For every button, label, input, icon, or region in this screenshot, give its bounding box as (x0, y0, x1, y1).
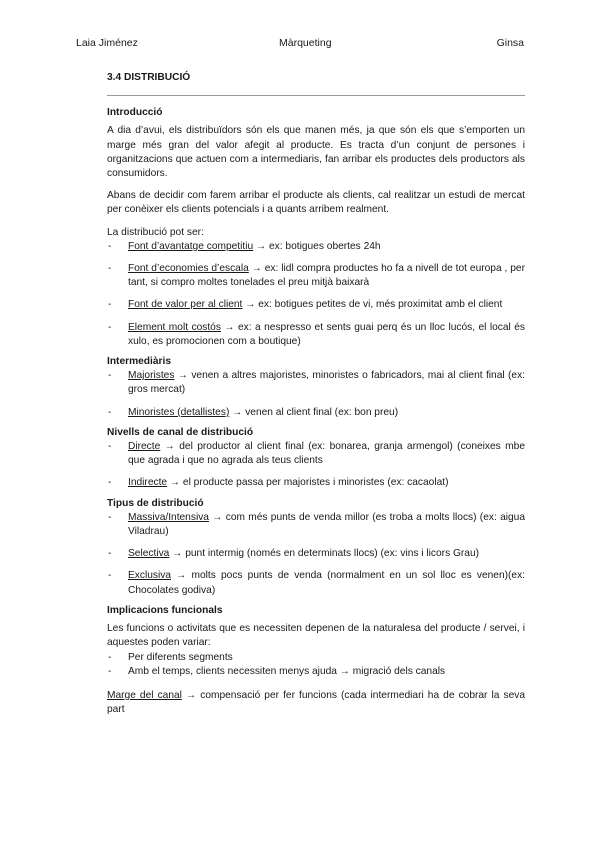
list-item-text: → com més punts de venda millor (es troba a molts llocs) (ex: aigua Viladrau) (128, 511, 525, 538)
list-item: - Per diferents segments (107, 651, 525, 665)
list-item (107, 569, 525, 597)
marge-term: Marge del canal (107, 689, 182, 701)
intro-paragraph-3: La distribució pot ser: (107, 226, 204, 238)
list-item-text: → punt intermig (només en determinats llocs) (ex: vins i licors Grau) (169, 548, 480, 560)
list-item-text: → ex: botigues obertes 24h (253, 240, 381, 252)
list-item-text: → ex: botigues petites de vi, més proximitat amb el client (242, 299, 503, 311)
list-item-term: Selectiva (128, 548, 170, 560)
heading-introduccio: Introducció (107, 107, 163, 119)
heading-intermediaris: Intermediàris (107, 356, 171, 368)
section-title: 3.4 DISTRIBUCIÓ (107, 72, 191, 83)
distribution-list (107, 240, 525, 349)
implicacions-paragraph: Les funcions o activitats que es necessiten depenen de la naturalesa del producte / servei, i aquestes poden variar: (107, 623, 525, 649)
list-item (107, 262, 525, 290)
list-item (107, 440, 525, 468)
list-item-text: → ex: a nespresso et sents guai perq és un lloc lucós, el local és xulo, es promocionen com a boutique) (128, 321, 525, 347)
list-item (107, 547, 525, 561)
intro-paragraph-1: A dia d’avui, els distribuïdors són els que manen més, ja que són els que s’emporten un marge més gran del valor afegit al producte. Es tracta d’un conjunt de persones i organitzacions que actuen com a intermediaris, fan arribar els productes dels productors als consumidors. (107, 125, 525, 180)
list-item: - Amb el temps, clients necessiten menys ajuda → migració dels canals (107, 665, 525, 679)
list-item (107, 298, 525, 312)
list-item-term: Element molt costós (128, 321, 221, 333)
nivells-list (107, 440, 525, 491)
list-item-term: Minoristes (detallistes) (128, 406, 230, 418)
intermediaris-list (107, 369, 525, 420)
list-item-text: → del productor al client final (ex: bonarea, granja armengol) (coneixes mbe que agrada i que no agrada als teus clients (128, 441, 525, 467)
list-item (107, 240, 525, 254)
list-item (107, 406, 525, 420)
heading-nivells: Nivells de canal de distribució (107, 426, 254, 438)
list-item-term: Exclusiva (128, 570, 172, 582)
list-item (107, 511, 525, 539)
section-divider (107, 95, 525, 96)
heading-implicacions: Implicacions funcionals (107, 604, 223, 616)
heading-tipus: Tipus de distribució (107, 497, 204, 509)
list-item-term: Majoristes (128, 370, 175, 382)
list-item-text: → molts pocs punts de venda (normalment en un sol lloc es venen)(ex: Chocolates godiva) (128, 570, 525, 596)
list-item-text: → venen a altres majoristes, minoristes o fabricadors, mai al client final (ex: gros mercat) (128, 370, 525, 396)
list-item-term: Font d’economies d’escala (128, 263, 249, 275)
header-subject: Màrqueting (279, 37, 332, 49)
list-item-term: Directe (128, 441, 161, 453)
list-item-term: Font d’avantatge competitiu (128, 240, 254, 252)
marge-text: → compensació per fer funcions (cada intermediari ha de cobrar la seva part (107, 689, 525, 716)
list-item-text: → ex: lidl compra productes ho fa a nivell de tot europa , per tant, si compro moltes tonelades el preu mitjà baixarà (128, 263, 525, 289)
header-author: Laia Jiménez (76, 37, 138, 49)
marge-paragraph (107, 689, 525, 717)
list-item-text: → el producte passa per majoristes i minoristes (ex: cacaolat) (167, 477, 449, 489)
tipus-list (107, 511, 525, 598)
intro-paragraph-2: Abans de decidir com farem arribar el producte als clients, cal realitzar un estudi de mercat per conèixer els clients potencials i a quants arribem realment. (107, 190, 525, 216)
list-item-text: → venen al client final (ex: bon preu) (229, 406, 399, 418)
list-item (107, 321, 525, 349)
list-item (107, 369, 525, 397)
implicacions-list (107, 651, 525, 679)
page-header (76, 37, 524, 51)
list-item (107, 476, 525, 490)
list-item-term: Massiva/Intensiva (128, 511, 209, 523)
list-item-term: Indirecte (128, 477, 168, 489)
list-item-term: Font de valor per al client (128, 299, 243, 311)
document-body (107, 71, 525, 717)
header-school: Ginsa (496, 37, 524, 49)
